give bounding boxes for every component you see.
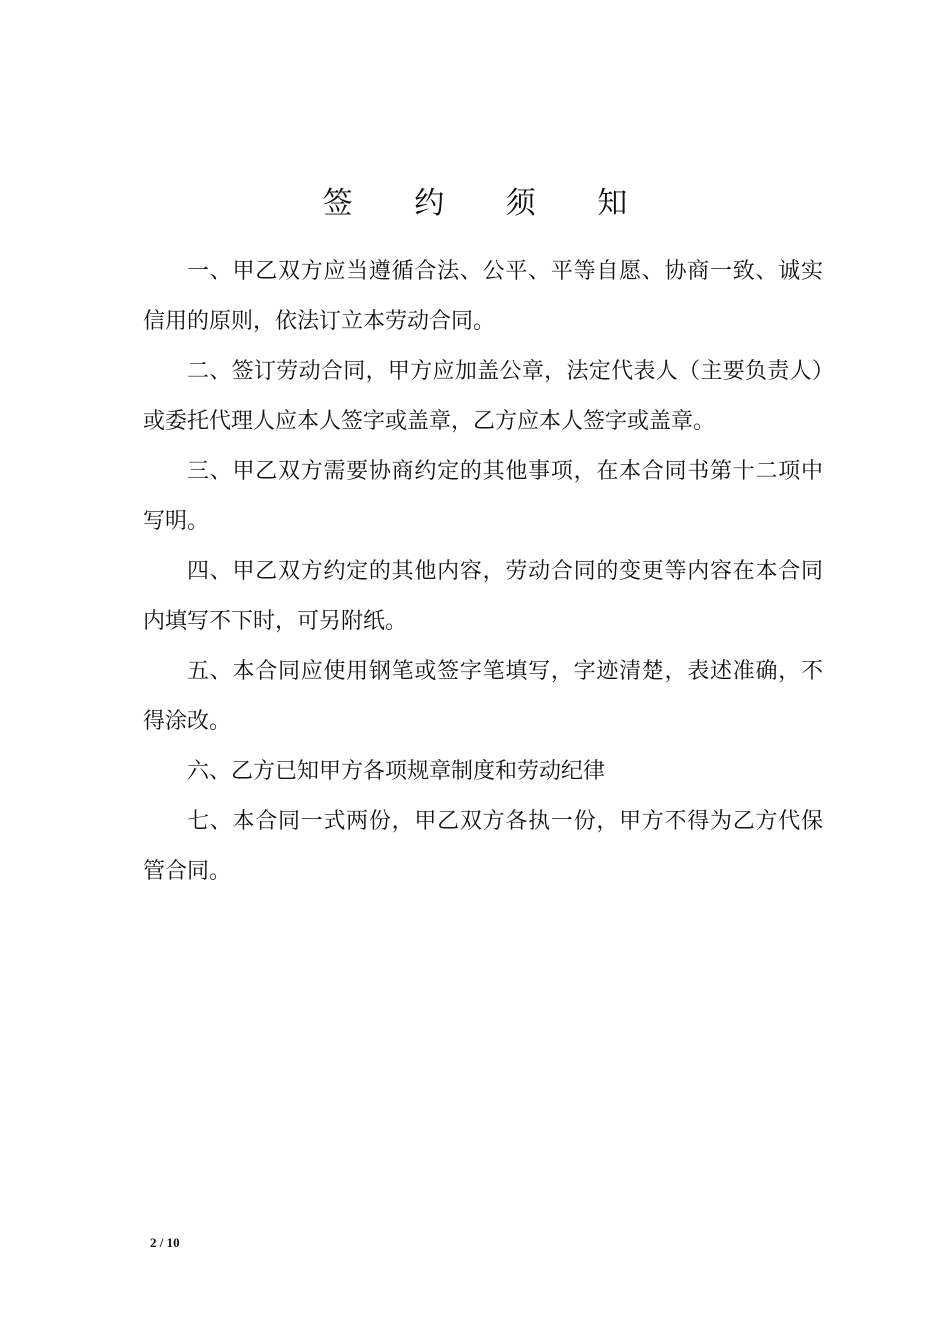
document-body — [143, 247, 823, 897]
clause-7: 七、本合同一式两份，甲乙双方各执一份，甲方不得为乙方代保管合同。 — [143, 809, 823, 884]
clause-1: 一、甲乙双方应当遵循合法、公平、平等自愿、协商一致、诚实信用的原则，依法订立本劳动合同。 — [143, 259, 823, 334]
clause-3: 三、甲乙双方需要协商约定的其他事项，在本合同书第十二项中写明。 — [143, 459, 823, 534]
page-number: 2 / 10 — [150, 1235, 180, 1250]
clause-6: 六、乙方已知甲方各项规章制度和劳动纪律 — [187, 759, 606, 784]
clause-5: 五、本合同应使用钢笔或签字笔填写，字迹清楚，表述准确，不得涂改。 — [143, 659, 823, 734]
document-title: 签 约 须 知 — [322, 186, 654, 221]
clause-2: 二、签订劳动合同，甲方应加盖公章，法定代表人（主要负责人）或委托代理人应本人签字或盖章，乙方应本人签字或盖章。 — [143, 359, 823, 434]
clause-4: 四、甲乙双方约定的其他内容，劳动合同的变更等内容在本合同内填写不下时，可另附纸。 — [143, 559, 823, 634]
